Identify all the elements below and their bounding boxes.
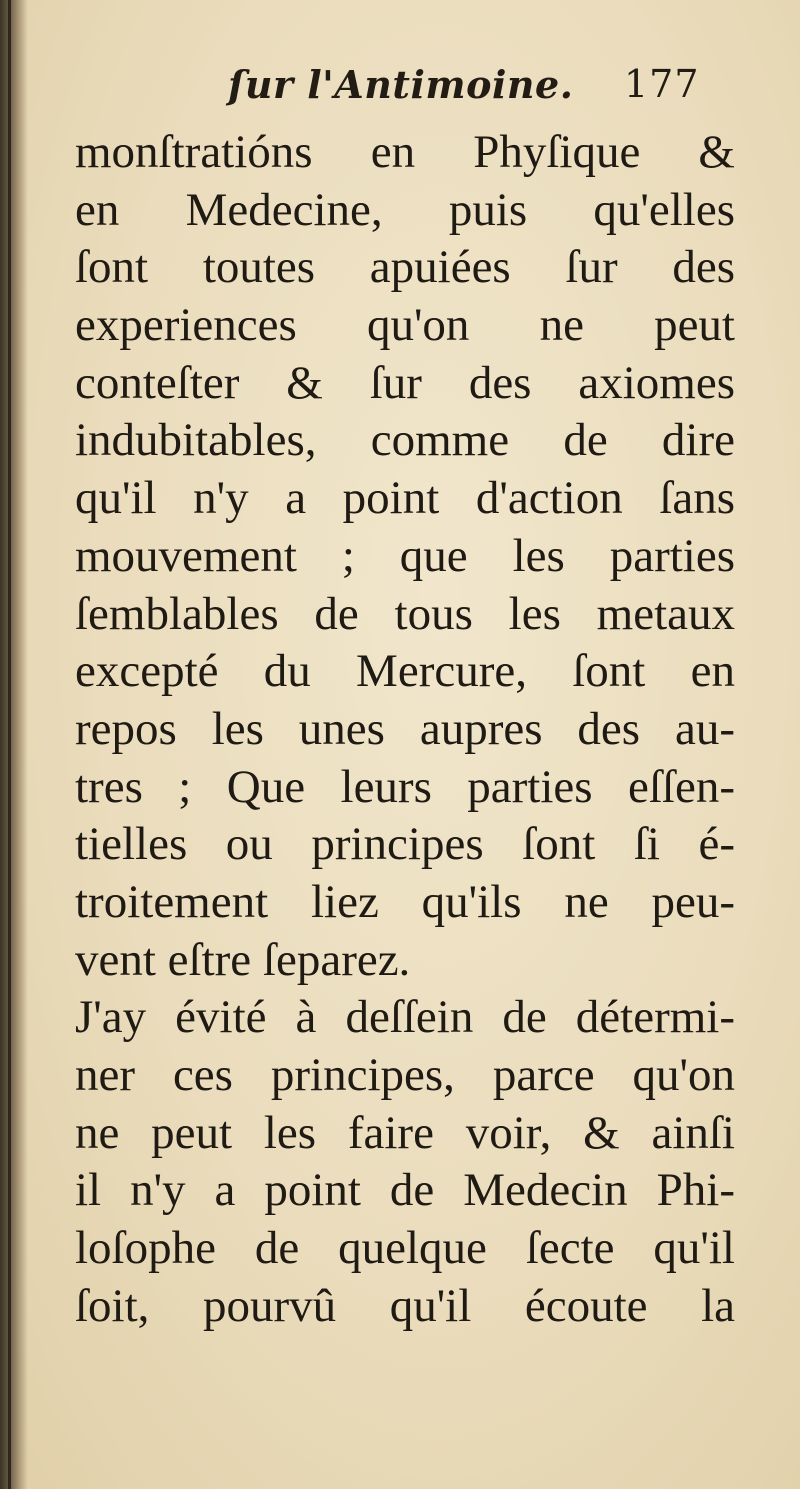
binding-edge — [8, 0, 11, 1489]
text-line: ſemblables de tous les metaux — [75, 587, 735, 640]
text-line: en Medecine, puis qu'elles — [75, 183, 735, 236]
text-line: loſophe de quelque ſecte qu'il — [75, 1222, 735, 1275]
text-line: J'ay évité à deſſein de détermi- — [75, 991, 735, 1044]
body-text — [75, 124, 735, 1335]
page-header — [0, 62, 800, 122]
text-line: ne peut les faire voir, & ainſi — [75, 1106, 735, 1159]
page-number: 177 — [624, 62, 700, 106]
text-line: excepté du Mercure, ſont en — [75, 645, 735, 698]
text-line: ſoit, pourvû qu'il écoute la — [75, 1279, 735, 1332]
text-line: monſtratións en Phyſique & — [75, 126, 735, 178]
running-title: ſur l'Antimoine. — [228, 62, 574, 107]
text-line: repos les unes aupres des au- — [75, 702, 735, 755]
text-line: troitement liez qu'ils ne peu- — [75, 875, 735, 928]
text-line: tres ; Que leurs parties eſſen- — [75, 760, 735, 813]
text-line: experiences qu'on ne peut — [75, 299, 735, 352]
text-line: ſont toutes apuiées ſur des — [75, 241, 735, 294]
text-line: ner ces principes, parce qu'on — [75, 1049, 735, 1101]
text-line: conteſter & ſur des axiomes — [75, 356, 735, 409]
text-line: qu'il n'y a point d'action ſans — [75, 472, 735, 525]
page-gutter-shadow — [0, 0, 28, 1489]
text-line: indubitables, comme de dire — [75, 414, 735, 467]
text-line: il n'y a point de Medecin Phi- — [75, 1164, 735, 1217]
text-line: tielles ou principes ſont ſi é- — [75, 818, 735, 871]
text-line: mouvement ; que les parties — [75, 529, 735, 582]
text-line: vent eſtre ſeparez. — [75, 933, 411, 986]
